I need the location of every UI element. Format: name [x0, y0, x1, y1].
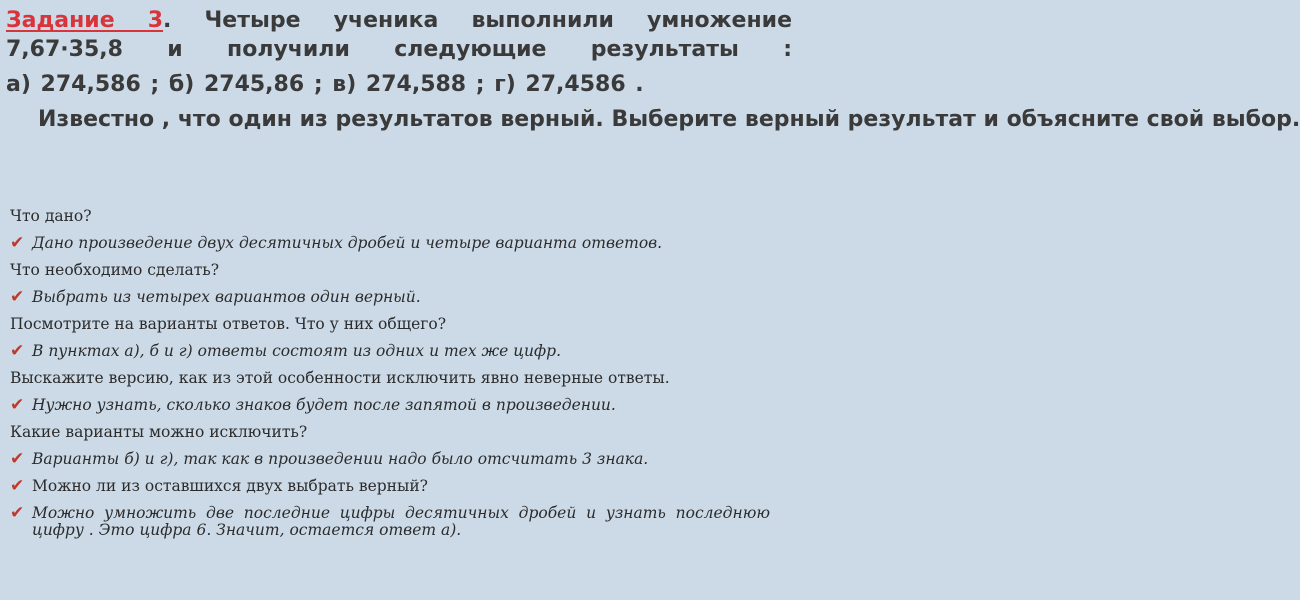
check-mark-icon: ✔ — [10, 476, 25, 496]
answer-1 — [10, 230, 770, 257]
task-line-1 — [6, 6, 792, 35]
answer-6-text: Можно умножить две последние цифры десятичных дробей и узнать последнюю цифру . Это цифра 6. Значит, остается ответ а). — [32, 504, 770, 539]
answer-2-text: Выбрать из четырех вариантов один верный. — [32, 288, 421, 306]
check-mark-icon: ✔ — [10, 395, 25, 415]
answer-3-text: В пунктах а), б и г) ответы состоят из одних и тех же цифр. — [32, 342, 562, 360]
answer-4-text: Нужно узнать, сколько знаков будет после запятой в произведении. — [32, 396, 616, 414]
task-line-1-text: . Четыре ученика выполнили умножение — [163, 8, 792, 33]
question-2: Что необходимо сделать? — [10, 261, 220, 279]
check-mark-icon: ✔ — [10, 449, 25, 469]
task-line-2: 7,67·35,8 и получили следующие результаты : — [6, 37, 792, 62]
question-6 — [10, 473, 770, 500]
question-3: Посмотрите на варианты ответов. Что у них общего? — [10, 315, 447, 333]
qa-section — [10, 203, 770, 539]
task-statement — [6, 105, 1300, 134]
question-6-text: Можно ли из оставшихся двух выбрать верный? — [32, 477, 428, 495]
question-4: Выскажите версию, как из этой особенности исключить явно неверные ответы. — [10, 369, 670, 387]
answer-4 — [10, 392, 770, 419]
check-mark-icon: ✔ — [10, 233, 25, 253]
task-statement-line-1: Известно , что один из результатов верный. Выберите — [38, 107, 738, 132]
check-mark-icon: ✔ — [10, 341, 25, 361]
answer-3 — [10, 338, 770, 365]
task-statement-line-2: верный результат и объясните свой выбор. — [744, 107, 1300, 132]
question-5: Какие варианты можно исключить? — [10, 423, 308, 441]
answer-5-text: Варианты б) и г), так как в произведении надо было отсчитать 3 знака. — [32, 450, 649, 468]
answer-1-text: Дано произведение двух десятичных дробей и четыре варианта ответов. — [32, 234, 663, 252]
task-label: Задание 3 — [6, 8, 164, 33]
answer-5 — [10, 446, 770, 473]
check-mark-icon: ✔ — [10, 503, 25, 523]
task-header — [6, 6, 1300, 134]
check-mark-icon: ✔ — [10, 287, 25, 307]
answer-6 — [10, 500, 770, 539]
answer-2 — [10, 284, 770, 311]
answer-options: а) 274,586 ; б) 2745,86 ; в) 274,588 ; г) 27,4586 . — [6, 72, 644, 97]
question-1: Что дано? — [10, 207, 92, 225]
